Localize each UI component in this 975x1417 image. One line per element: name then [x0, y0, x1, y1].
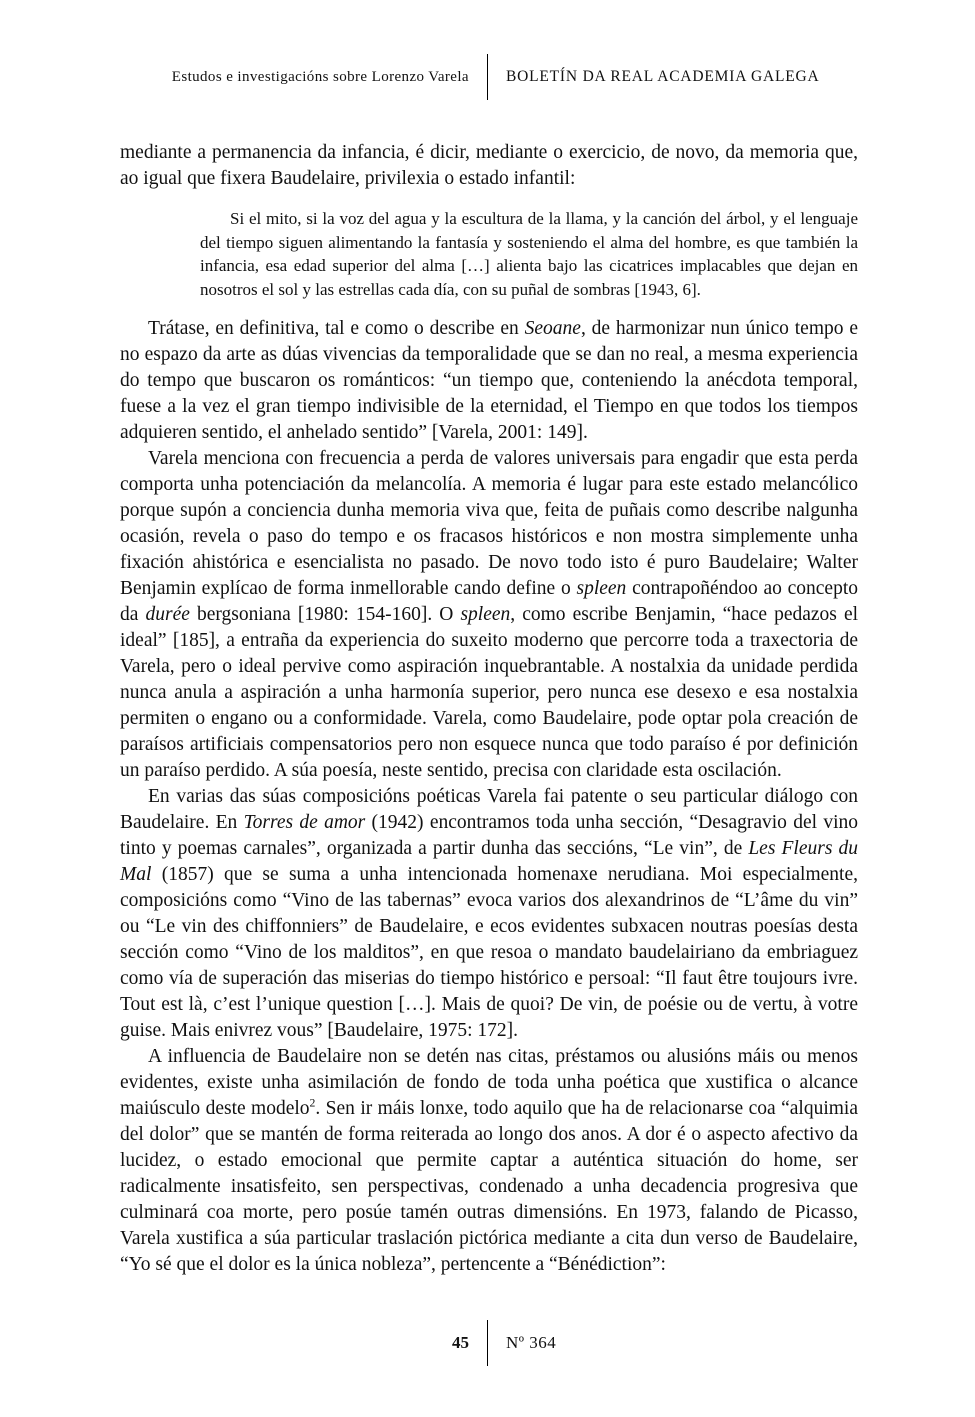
page-number: 45: [452, 1333, 469, 1352]
italic-text: Torres de amor: [243, 812, 366, 834]
running-header: [0, 54, 975, 100]
text-run: Varela menciona con frecuencia a perda de valores universais para engadir que esta perda comporta unha potenciación da melancolía. A memoria é lugar para este estado melancólico porque supón a conciencia dunha memoria viva que, feita de puñais como describe nalgunha ocasión, revela o paso do tempo e os fracasos históricos e non mostra simplemente unha fixación ahistórica e esencialista no pasado. De novo todo isto é puro Baudelaire; Walter Benjamin explícao de forma inmellorable cando define o: [120, 448, 858, 600]
text-run: , de harmonizar nun único tempo e no espazo da arte as dúas vivencias da temporalidade que se dan no real, a mesma experiencia do tempo que buscaron os románticos: “un tiempo que, conteniendo la anécdota temporal, fuese a la vez el gran tiempo indivisible de la eternidad, el Tiempo en que todos los tiempos adquieren sentido, el anhelado sentido” [Varela, 2001: 149].: [120, 318, 858, 444]
paragraph: [120, 316, 858, 446]
text-run: (1857) que se suma a unha intencionada homenaxe nerudiana. Moi especialmente, composicións como “Vino de las tabernas” evoca varios dos alexandrinos de “L’âme du vin” ou “Le vin des chiffonniers” de Baudelaire, e ecos evidentes subxacen noutras poesías desta sección como “Vino de los malditos”, en que resoa o mandato baudelairiano da embriaguez como vía de superación das miserias do tiempo histórico e persoal: “Il faut être toujours ivre. Tout est là, c’est l’unique question […]. Mais de quoi? De vin, de poésie ou de vertu, à votre guise. Mais enivrez vous” [Baudelaire, 1975: 172].: [120, 864, 858, 1042]
text-run: mediante a permanencia da infancia, é dicir, mediante o exercicio, de novo, da memoria que, ao igual que fixera Baudelaire, privilexia o estado infantil:: [120, 142, 858, 189]
blockquote: [200, 207, 858, 301]
paragraph: [120, 784, 858, 1044]
text-run: . Sen ir máis lonxe, todo aquilo que ha de relacionarse coa “alquimia del dolor” que se mantén de forma reiterada ao longo dos anos. A dor é o aspecto afectivo da lucidez, o estado emocional que permite captar a auténtica situación do home, ser radicalmente insatisfeito, sen perspectivas, condenado a unha decadencia progresiva que culminará coa morte, pero posúe tamén outras dimensións. En 1973, falando de Picasso, Varela xustifica a súa particular traslación pictórica mediante a cita dun verso de Baudelaire, “Yo sé que el dolor es la única nobleza”, pertencente a “Bénédiction”:: [120, 1098, 858, 1276]
paragraph: [120, 1044, 858, 1278]
italic-text: durée: [145, 604, 190, 626]
italic-text: Seoane: [524, 318, 581, 340]
paragraph: [120, 446, 858, 784]
footnote-marker: 2: [309, 1096, 316, 1110]
text-run: , como escribe Benjamin, “hace pedazos el ideal” [185], a entraña da experiencia do suxeito moderno que percorre toda a traxectoria de Varela, pero o ideal pervive como aspiración inquebrantable. A nostalxia da unidade perdida nunca anula a aspiración a unha harmonía superior, pero nunca ese desexo e esa nostalxia permiten o engano ou a conformidade. Varela, como Baudelaire, pode optar pola creación de paraísos artificiais compensatorios pero non esquece nunca que todo paraíso é por definición un paraíso perdido. A súa poesía, neste sentido, precisa con claridade esta oscilación.: [120, 604, 859, 782]
page-footer: [0, 1320, 975, 1366]
italic-text: Les Fleurs du Mal: [120, 838, 859, 886]
text-run: En varias das súas composicións poéticas Varela fai patente o seu particular diálogo con Baudelaire. En: [120, 786, 858, 834]
running-header-right: BOLETÍN DA REAL ACADEMIA GALEGA: [506, 68, 820, 85]
text-run: contrapoñéndoo ao concepto da: [120, 578, 858, 626]
text-run: (1942) encontramos toda unha sección, “Desagravio del vino tinto y poemas carnales”, organizada a partir dunha das seccións, “Le vin”, de: [120, 812, 859, 860]
text-run: Trátase, en definitiva, tal e como o describe en: [148, 318, 525, 340]
text-run: Si el mito, si la voz del agua y la escultura de la llama, y la canción del árbol, y el lenguaje del tiempo siguen alimentando la fantasía y sosteniendo el alma del hombre, es que también la infancia, esa edad superior del alma […] alienta bajo las cicatrices implacables que dejan en nosotros el sol y las estrellas cada día, con su puñal de sombras [1943, 6].: [200, 209, 858, 299]
running-header-left: Estudos e investigacións sobre Lorenzo Varela: [171, 68, 469, 85]
issue-number: Nº 364: [506, 1333, 557, 1352]
italic-text: spleen: [460, 604, 511, 626]
italic-text: spleen: [576, 578, 627, 600]
text-run: bergsoniana [1980: 154-160]. O: [189, 604, 461, 626]
paragraph: [120, 140, 858, 192]
text-run: A influencia de Baudelaire non se detén nas citas, préstamos ou alusións máis ou menos evidentes, existe unha asimilación de fondo de toda unha poética que xustifica o alcance maiúsculo deste modelo: [120, 1046, 858, 1120]
article-body: [120, 140, 858, 1278]
